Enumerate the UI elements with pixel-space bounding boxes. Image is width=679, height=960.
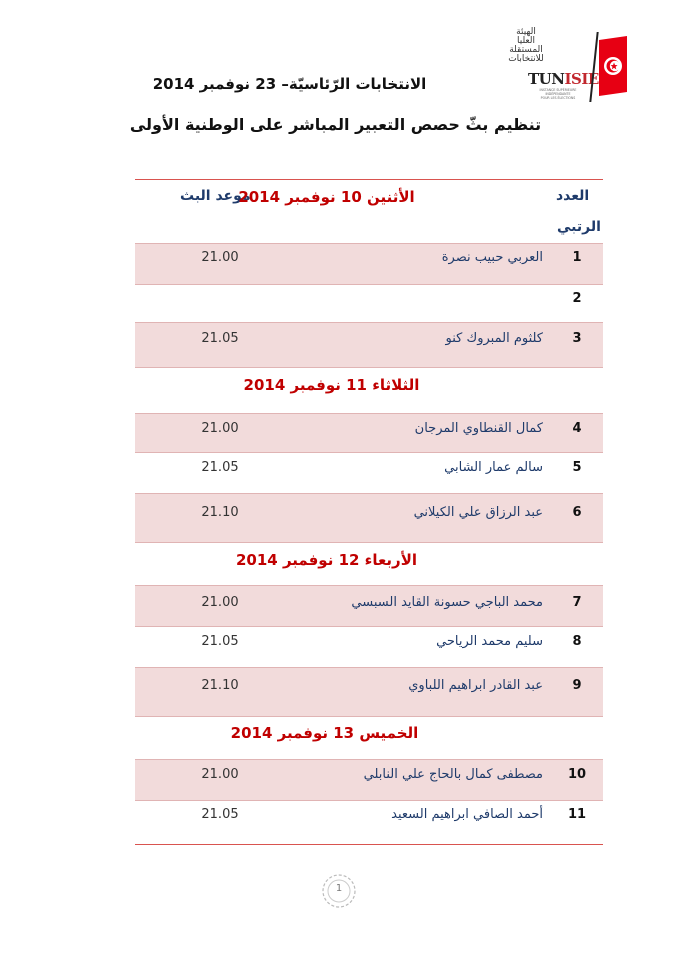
candidate-name: سليم محمد الرياحي (436, 634, 543, 649)
candidate-name: كمال القنطاوي المرجان (414, 421, 543, 436)
row-number: 4 (572, 421, 582, 436)
row-number: 3 (572, 331, 582, 346)
broadcast-time: 21.00 (201, 595, 239, 610)
candidate-name: عبد القادر ابراهيم اللباوي (408, 678, 543, 693)
row-number: 8 (572, 634, 582, 649)
candidate-name: العربي حبيب نصرة (441, 250, 543, 265)
row-number: 1 (572, 250, 582, 265)
broadcast-time: 21.05 (201, 807, 239, 822)
row-number: 6 (572, 505, 582, 520)
broadcast-time: 21.05 (201, 331, 239, 346)
day-heading: الأربعاء 12 نوفمبر 2014 (235, 551, 418, 569)
page-number: 1 (335, 883, 343, 894)
candidate-name: كلثوم المبروك كنو (445, 331, 543, 346)
row-number: 7 (572, 595, 582, 610)
row-number: 5 (572, 460, 582, 475)
row-number: 9 (572, 678, 582, 693)
day-heading: الخميس 13 نوفمبر 2014 (230, 724, 419, 742)
candidate-name: محمد الباجي حسونة القايد السبسي (351, 595, 543, 610)
broadcast-time: 21.05 (201, 634, 239, 649)
broadcast-time: 21.05 (201, 460, 239, 475)
candidate-name: سالم عمار الشابي (444, 460, 543, 475)
day-heading: الثلاثاء 11 نوفمبر 2014 (243, 376, 420, 394)
broadcast-time: 21.00 (201, 250, 239, 265)
broadcast-time: 21.10 (201, 678, 239, 693)
document-subtitle: تنظيم بثّ حصص التعبير المباشر على الوطنية الأولى (129, 115, 542, 134)
logo-arabic-text: الهيئة العليا المستقلة للانتخابات (508, 27, 544, 64)
candidate-name: عبد الرزاق علي الكيلاني (413, 505, 543, 520)
document-title: الانتخابات الرّئاسيّة– 23 نوفمبر 2014 (152, 75, 427, 93)
row-number: 10 (567, 767, 587, 782)
logo-french-text: INSTANCE SUPÉRIEURE INDÉPENDANTE POUR LES ÉLECTIONS (539, 88, 577, 100)
broadcast-time: 21.00 (201, 767, 239, 782)
candidate-name: مصطفى كمال بالحاج علي النابلي (363, 767, 543, 782)
broadcast-time: 21.10 (201, 505, 239, 520)
header-number-label-2: الرتبي (557, 219, 601, 235)
table-top-border (135, 179, 603, 180)
header-time-label: موعد البث (180, 188, 251, 204)
row-number: 11 (567, 807, 587, 822)
isie-logo (508, 27, 640, 108)
table-bottom-border (135, 844, 603, 845)
day-heading: الأثنين 10 نوفمبر 2014 (238, 188, 415, 206)
header-number-label: العدد (556, 188, 590, 204)
broadcast-time: 21.00 (201, 421, 239, 436)
row-number: 2 (572, 291, 582, 306)
candidate-name: أحمد الصافي ابراهيم السعيد (391, 807, 543, 822)
logo-isie-text: TUNISIE (528, 70, 599, 88)
